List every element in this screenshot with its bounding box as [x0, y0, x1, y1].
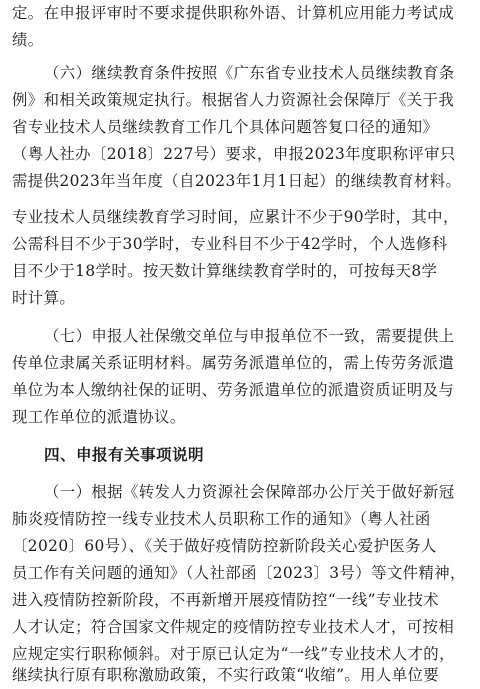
text-line: 省专业技术人员继续教育工作几个具体问题答复口径的通知》 — [12, 118, 439, 136]
text-line: 人才认定；符合国家文件规定的疫情防控专业技术人才，可按相 — [12, 618, 455, 636]
text-line: （粤人社办〔2018〕227号）要求，申报2023年度职称评审只 — [12, 145, 456, 163]
text-line: 〔2020〕60号）、《关于做好疫情防控新阶段关心爱护医务人 — [12, 537, 437, 555]
text-line: 公需科目不少于30学时，专业科目不少于42学时，个人选修科 — [12, 235, 448, 253]
text-line: 进入疫情防控新阶段，不再新增开展疫情防控“一线”专业技术 — [12, 591, 440, 609]
text-line: 应规定实行职称倾斜。对于原已认定为“一线”专业技术人才的， — [12, 645, 455, 663]
text-line: 例》和相关政策规定执行。根据省人力资源社会保障厅《关于我 — [12, 91, 455, 109]
text-line: 继续执行原有职称激励政策，不实行政策“收缩”。用人单位要 — [12, 666, 440, 684]
section-heading: 四、申报有关事项说明 — [44, 446, 204, 464]
text-line: 需提供2023年当年度（自2023年1月1日起）的继续教育材料。 — [12, 172, 462, 190]
text-line: 现工作单位的派遣协议。 — [12, 408, 186, 426]
text-line: 肺炎疫情防控一线专业技术人员职称工作的通知》（粤人社函 — [12, 510, 431, 528]
paragraph-seven-start: （七）申报人社保缴交单位与申报单位不一致，需要提供上 — [44, 327, 455, 345]
paragraph-six-start: （六）继续教育条件按照《广东省专业技术人员继续教育条 — [44, 64, 455, 82]
paragraph-one-start: （一）根据《转发人力资源社会保障部办公厅关于做好新冠 — [44, 483, 455, 501]
text-line: 单位为本人缴纳社保的证明、劳务派遣单位的派遣资质证明及与 — [12, 381, 455, 399]
text-line: 目不少于18学时。按天数计算继续教育学时的，可按每天8学 — [12, 262, 438, 280]
text-line: 传单位隶属关系证明材料。属劳务派遣单位的，需上传劳务派遣 — [12, 354, 455, 372]
text-line: 绩。 — [12, 31, 44, 49]
text-line: 定。在申报评审时不要求提供职称外语、计算机应用能力考试成 — [12, 4, 455, 22]
text-line: 专业技术人员继续教育学习时间，应累计不少于90学时，其中， — [12, 208, 459, 226]
text-line: 时计算。 — [12, 289, 76, 307]
text-line: 员工作有关问题的通知》（人社部函〔2023〕3号）等文件精神， — [12, 564, 466, 582]
